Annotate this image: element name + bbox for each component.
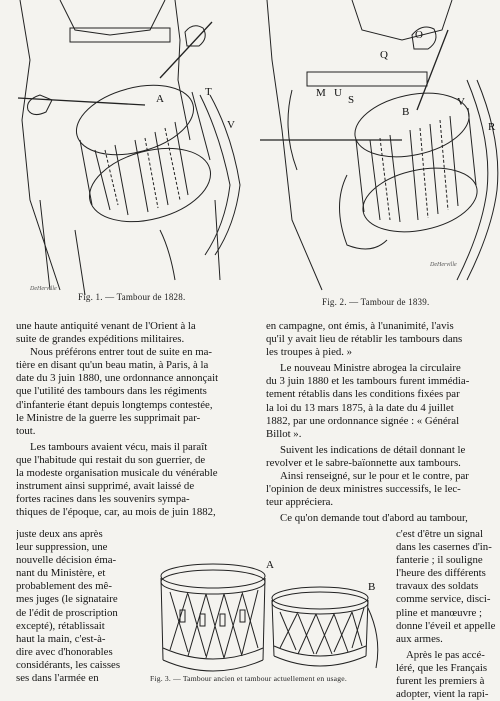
- text-line: thiques de l'époque, car, au mois de juin 1882,: [16, 506, 216, 519]
- text-line: excepté), rétablissait: [16, 619, 105, 632]
- fig2-label-q: Q: [380, 49, 388, 61]
- text-line: Nous préférons entrer tout de suite en ma-: [30, 346, 212, 359]
- text-line: que l'utilité des tambours dans les régiments: [16, 385, 207, 398]
- text-line: 1882, par une ordonnance signée : « Général: [266, 414, 460, 427]
- drum-1839-bottom: [357, 159, 483, 242]
- belt: [307, 72, 427, 86]
- fig1-artist-signature: DeHerville: [30, 286, 57, 292]
- left-hand: [28, 95, 53, 115]
- drum-b-top: [272, 587, 368, 609]
- text-line: l'opinion de deux ministres successifs, le lec-: [266, 483, 461, 496]
- drum-a-top: [161, 564, 265, 588]
- text-line: en campagne, ont émis, à l'unanimité, l'avis: [266, 320, 454, 332]
- text-line: Suivent les indications de détail donnant le: [280, 443, 466, 456]
- text-line: d'infanterie étant depuis longtemps contestée,: [16, 398, 213, 411]
- text-line: furent les premiers à: [396, 675, 485, 688]
- text-line: juste deux ans après: [16, 528, 103, 540]
- left-column-text: [16, 320, 260, 519]
- drum-a-bottom: [163, 660, 263, 671]
- fig2-label-v: V: [457, 96, 465, 108]
- drumstick-left: [18, 98, 145, 105]
- text-line: Ce qu'on demande tout d'abord au tambour,: [280, 512, 468, 525]
- text-line: considérants, les caisses: [16, 658, 121, 671]
- two-drums-illustration: [148, 548, 386, 676]
- text-line: suite de grandes expéditions militaires.: [16, 333, 185, 346]
- right-column-narrow-text: [396, 528, 500, 701]
- fig2-label-u: U: [334, 87, 342, 99]
- text-line: la modeste organisation musicale du vénérable: [16, 467, 218, 480]
- fig2-label-s: S: [348, 94, 355, 106]
- text-line: Billot ».: [266, 427, 302, 440]
- text-line: pline et manœuvre ;: [396, 606, 483, 619]
- figure-2-tambour-1839: [252, 0, 500, 318]
- fig2-label-b: B: [402, 106, 410, 118]
- fig3-label-a: A: [266, 559, 274, 571]
- text-line: leur suppression, une: [16, 541, 108, 554]
- text-line: date du 3 juin 1880, une ordonnance annonçait: [16, 372, 219, 385]
- fig1-label-t: T: [205, 86, 212, 98]
- fig2-artist-signature: DeHerville: [430, 262, 457, 268]
- drum-1828-bottom: [81, 136, 218, 234]
- text-line: aux armes.: [396, 632, 443, 645]
- drumstick-right: [417, 30, 448, 110]
- text-line: tement rétablis dans les conditions fixées par: [266, 388, 460, 401]
- text-line: adopter, vient la rapi-: [396, 688, 489, 701]
- fig2-label-o: O: [415, 29, 423, 41]
- text-line: mes juges (le signataire: [16, 593, 118, 606]
- text-line: comme service, disci-: [396, 593, 491, 606]
- text-line: instrument ainsi supprimé, avait laissé de: [16, 480, 195, 493]
- belt: [70, 28, 170, 42]
- text-line: le Ministre de la guerre les supprimait par-: [16, 411, 201, 424]
- coat-left-edge: [267, 0, 322, 290]
- fig2-caption: Fig. 2. — Tambour de 1839.: [322, 297, 430, 307]
- text-line: l'heure des différents: [396, 567, 486, 580]
- text-line: fortes racines dans les souvenirs sympa-: [16, 493, 190, 506]
- fig2-label-m: M: [316, 87, 326, 99]
- text-line: fanterie ; il souligne: [396, 554, 483, 567]
- text-line: qu'il y avait lieu de rétablir les tambours dans: [266, 333, 463, 346]
- fig3-caption: Fig. 3. — Tambour ancien et tambour actuellement en usage.: [150, 674, 347, 683]
- right-column-text: [266, 320, 500, 525]
- drum-strap: [200, 95, 230, 255]
- fig1-label-v: V: [227, 119, 235, 131]
- coat-left-edge: [20, 0, 60, 290]
- text-line: ses dans l'armée en: [16, 672, 99, 685]
- fig1-caption: Fig. 1. — Tambour de 1828.: [78, 292, 186, 302]
- text-line: la loi du 13 mars 1875, à la date du 4 juillet: [266, 401, 454, 414]
- text-line: Ainsi renseigné, sur le pour et le contre, par: [280, 470, 469, 483]
- text-line: que l'habitude qui restait du son guerrier, de: [16, 453, 206, 466]
- drum-1839-illustration: [252, 0, 500, 300]
- fig3-label-b: B: [368, 581, 376, 593]
- fig2-label-r: R: [488, 121, 496, 133]
- text-line: dire avec d'honorables: [16, 645, 113, 658]
- text-line: dans les casernes d'in-: [396, 541, 492, 554]
- text-line: léré, que les Français: [396, 661, 488, 674]
- text-line: du 3 juin 1880 et les tambours furent immédia-: [266, 375, 470, 388]
- drum-b-bottom: [274, 656, 366, 666]
- text-line: tout.: [16, 424, 36, 437]
- figure-3-two-drums: [148, 548, 386, 690]
- text-line: nouvelle décision éma-: [16, 554, 117, 567]
- fig1-label-a: A: [156, 93, 164, 105]
- text-line: haut la main, c'est-à-: [16, 632, 106, 645]
- text-line: tière en disant qu'un beau matin, à Paris, à la: [16, 359, 209, 372]
- text-line: teur appréciera.: [266, 496, 334, 509]
- text-line: probablement des mê-: [16, 580, 112, 593]
- text-line: revolver et le sabre-baïonnette aux tambours.: [266, 456, 461, 469]
- text-line: une haute antiquité venant de l'Orient à la: [16, 320, 196, 332]
- text-line: Après le pas accé-: [406, 648, 485, 661]
- text-line: Le nouveau Ministre abrogea la circulaire: [280, 362, 461, 375]
- text-line: les troupes à pied. »: [266, 346, 353, 359]
- right-hand: [185, 26, 205, 46]
- text-line: c'est d'être un signal: [396, 528, 483, 540]
- drum-1828-illustration: [0, 0, 250, 300]
- drum-1828-top: [69, 74, 201, 167]
- text-line: Les tambours avaient vécu, mais il paraît: [30, 440, 208, 453]
- text-line: de l'édit de proscription: [16, 606, 118, 619]
- figure-1-tambour-1828: [0, 0, 250, 318]
- text-line: travaux des soldats: [396, 580, 479, 593]
- text-line: nant du Ministère, et: [16, 567, 106, 580]
- left-column-narrow-text: [16, 528, 146, 685]
- text-line: donne l'éveil et appelle: [396, 619, 496, 632]
